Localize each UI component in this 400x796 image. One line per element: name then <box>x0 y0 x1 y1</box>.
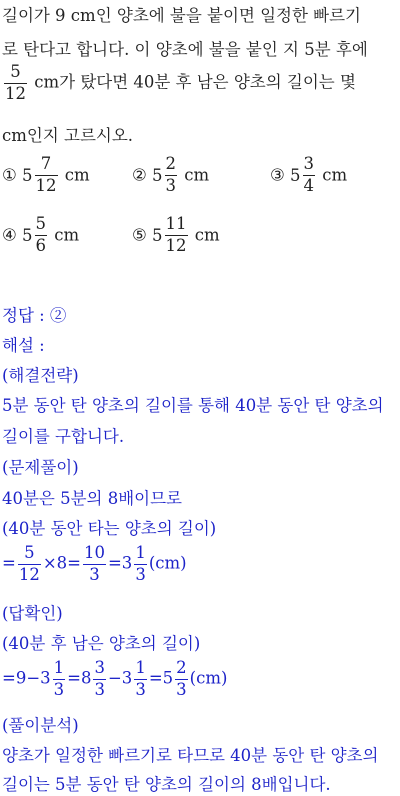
option-2[interactable]: ② 5 $\frac{2}{3}$ cm <box>132 154 210 195</box>
strategy-line-2: 길이를 구합니다. <box>2 427 125 446</box>
check-label: (답확인) <box>2 604 63 623</box>
explanation-label: 해설 : <box>2 336 45 355</box>
analysis-label: (풀이분석) <box>2 716 79 735</box>
question-line-2: 로 탄다고 합니다. 이 양초에 불을 붙인 지 5분 후에 <box>2 40 368 59</box>
equation-1: = $\frac{5}{12}$ ×8= $\frac{10}{3}$ =3 $\frac{1}{3}$ (cm) <box>2 543 187 584</box>
analysis-line-2: 길이는 5분 동안 탄 양초의 길이의 8배입니다. <box>2 775 331 794</box>
equation-2: =9−3 $\frac{1}{3}$ =8 $\frac{3}{3}$ −3 $\frac{1}{3}$ =5 $\frac{2}{3}$ (cm) <box>2 658 228 699</box>
answer-line: 정답 : ② <box>2 306 67 325</box>
solve-line-2: (40분 동안 타는 양초의 길이) <box>2 519 217 538</box>
check-line-1: (40분 후 남은 양초의 길이) <box>2 634 201 653</box>
option-4[interactable]: ④ 5 $\frac{5}{6}$ cm <box>2 214 80 255</box>
strategy-label: (해결전략) <box>2 366 79 385</box>
option-3[interactable]: ③ 5 $\frac{3}{4}$ cm <box>270 154 348 195</box>
question-line-3: $\frac{5}{12}$ cm가 탔다면 40분 후 남은 양초의 길이는 몇 <box>5 62 356 103</box>
question-line-4: cm인지 고르시오. <box>2 126 134 145</box>
option-1[interactable]: ① 5 $\frac{7}{12}$ cm <box>2 154 90 195</box>
analysis-line-1: 양초가 일정한 빠르기로 타므로 40분 동안 탄 양초의 <box>2 746 379 765</box>
solve-label: (문제풀이) <box>2 458 79 477</box>
option-5[interactable]: ⑤ 5 $\frac{11}{12}$ cm <box>132 214 220 255</box>
fraction-5-12: $\frac{5}{12}$ <box>5 62 26 103</box>
strategy-line-1: 5분 동안 탄 양초의 길이를 통해 40분 동안 탄 양초의 <box>2 396 384 415</box>
solve-line-1: 40분은 5분의 8배이므로 <box>2 489 182 508</box>
question-line-1: 길이가 9 cm인 양초에 불을 붙이면 일정한 빠르기 <box>2 6 362 25</box>
